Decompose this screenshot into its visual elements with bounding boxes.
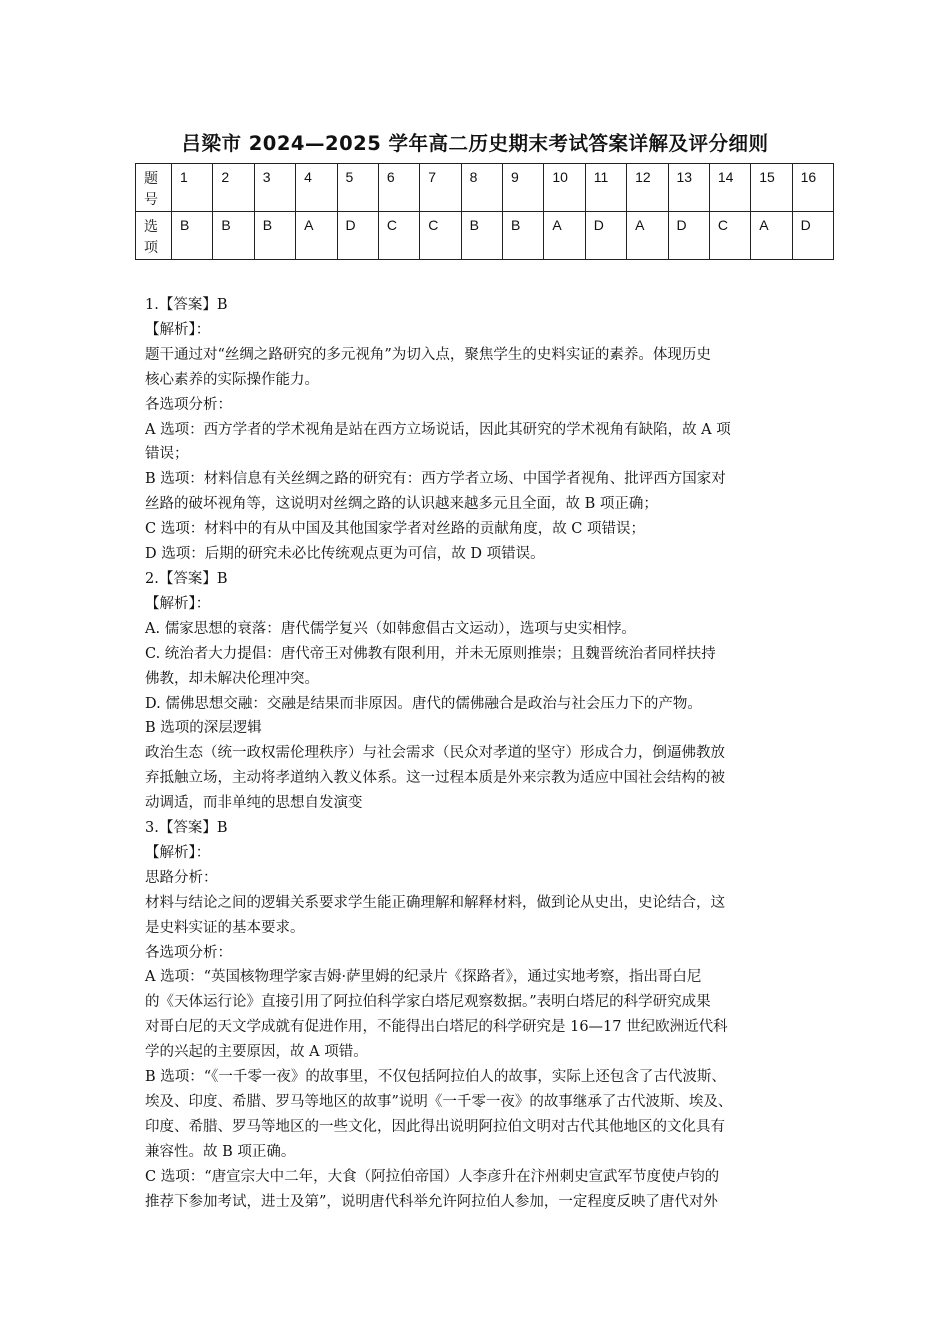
body-line: 丝路的破坏视角等，这说明对丝绸之路的认识越来越多元且全面，故 B 项正确； <box>145 496 658 513</box>
body-line: 兼容性。故 B 项正确。 <box>145 1143 296 1160</box>
answer-heading-q1: 1.【答案】B <box>145 297 228 313</box>
answer-heading-q3: 3.【答案】B <box>145 820 228 837</box>
body-line: 题干通过对“丝绸之路研究的多元视角”为切入点，聚焦学生的史料实证的素养。体现历史 <box>145 346 711 363</box>
answer-option-cell: D <box>668 212 709 260</box>
body-line: 各选项分析： <box>145 944 232 961</box>
answer-option-row <box>136 212 834 260</box>
body-line: 材料与结论之间的逻辑关系要求学生能正确理解和解释材料，做到论从史出，史论结合，这 <box>145 894 725 911</box>
body-line: B 选项：“《一千零一夜》的故事里，不仅包括阿拉伯人的故事，实际上还包含了古代波斯、 <box>145 1069 726 1086</box>
body-line: 学的兴起的主要原因，故 A 项错。 <box>145 1044 368 1061</box>
answer-option-cell: B <box>461 212 502 260</box>
body-line: 政治生态（统一政权需伦理秩序）与社会需求（民众对孝道的坚守）形成合力，倒逼佛教放 <box>145 745 725 762</box>
question-number-cell: 2 <box>213 164 254 212</box>
answer-option-cell: B <box>172 212 213 260</box>
body-line: A 选项：西方学者的学术视角是站在西方立场说话，因此其研究的学术视角有缺陷，故 A 项 <box>145 421 731 438</box>
question-number-cell: 15 <box>751 164 792 212</box>
question-number-cell: 9 <box>503 164 544 212</box>
answer-option-cell: A <box>627 212 668 260</box>
answer-option-cell: A <box>296 212 337 260</box>
answer-option-cell: C <box>709 212 750 260</box>
body-line: 各选项分析： <box>145 396 232 413</box>
answer-option-cell: B <box>503 212 544 260</box>
question-number-cell: 13 <box>668 164 709 212</box>
question-number-cell: 3 <box>254 164 295 212</box>
body-line: 是史料实证的基本要求。 <box>145 919 305 936</box>
answer-table <box>135 163 834 260</box>
body-line: 动调适，而非单纯的思想自发演变 <box>145 795 363 812</box>
question-number-cell: 14 <box>709 164 750 212</box>
explanation-body <box>145 293 810 1215</box>
answer-option-cell: B <box>254 212 295 260</box>
question-number-cell: 7 <box>420 164 461 212</box>
question-number-cell: 1 <box>172 164 213 212</box>
page-title: 吕梁市 2024—2025 学年高二历史期末考试答案详解及评分细则 <box>181 132 769 155</box>
question-number-cell: 4 <box>296 164 337 212</box>
question-number-cell: 10 <box>544 164 585 212</box>
body-line: 印度、希腊、罗马等地区的一些文化，因此得出说明阿拉伯文明对古代其他地区的文化具有 <box>145 1118 725 1135</box>
body-line: B 选项的深层逻辑 <box>145 720 262 737</box>
analysis-label: 【解析】： <box>145 595 211 612</box>
body-line: 弃抵触立场，主动将孝道纳入教义体系。这一过程本质是外来宗教为适应中国社会结构的被 <box>145 770 725 787</box>
body-line: B 选项：材料信息有关丝绸之路的研究有：西方学者立场、中国学者视角、批评西方国家对 <box>145 471 726 488</box>
question-number-cell: 12 <box>627 164 668 212</box>
body-line: 推荐下参加考试，进士及第”，说明唐代科举允许阿拉伯人参加，一定程度反映了唐代对外 <box>145 1193 718 1210</box>
body-line: C. 统治者大力提倡：唐代帝王对佛教有限利用，并未无原则推崇；且魏晋统治者同样扶持 <box>145 645 716 662</box>
body-line: D 选项：后期的研究未必比传统观点更为可信，故 D 项错误。 <box>145 546 545 563</box>
body-line: A 选项：“英国核物理学家吉姆·萨里姆的纪录片《探路者》，通过实地考察，指出哥白尼 <box>145 969 702 986</box>
answer-option-cell: D <box>792 212 833 260</box>
body-line: 核心素养的实际操作能力。 <box>145 371 319 388</box>
body-line: C 选项：材料中的有从中国及其他国家学者对丝路的贡献角度，故 C 项错误； <box>145 521 646 538</box>
answer-option-cell: A <box>544 212 585 260</box>
answer-option-cell: C <box>378 212 419 260</box>
answer-option-cell: D <box>585 212 626 260</box>
answer-option-cell: B <box>213 212 254 260</box>
row-header-question-number: 题号 <box>136 164 172 212</box>
question-number-cell: 16 <box>792 164 833 212</box>
body-line: 埃及、印度、希腊、罗马等地区的故事”说明《一千零一夜》的故事继承了古代波斯、埃及、 <box>145 1094 733 1110</box>
body-line: 思路分析： <box>145 869 218 886</box>
answer-option-cell: A <box>751 212 792 260</box>
body-line: C 选项：“唐宣宗大中二年，大食（阿拉伯帝国）人李彦升在汴州刺史宣武军节度使卢钧的 <box>145 1168 720 1185</box>
body-line: 的《天体运行论》直接引用了阿拉伯科学家白塔尼观察数据。”表明白塔尼的科学研究成果 <box>145 994 711 1011</box>
body-line: 佛教，却未解决伦理冲突。 <box>145 670 319 687</box>
body-line: 错误； <box>145 446 189 463</box>
body-line: 对哥白尼的天文学成就有促进作用，不能得出白塔尼的科学研究是 16—17 世纪欧洲近代科 <box>145 1019 728 1036</box>
answer-option-cell: C <box>420 212 461 260</box>
question-number-cell: 6 <box>378 164 419 212</box>
question-number-cell: 5 <box>337 164 378 212</box>
analysis-label: 【解析】： <box>145 321 211 338</box>
analysis-label: 【解析】： <box>145 844 211 861</box>
answer-heading-q2: 2.【答案】B <box>145 570 228 587</box>
question-number-cell: 11 <box>585 164 626 212</box>
question-number-cell: 8 <box>461 164 502 212</box>
row-header-option: 选项 <box>136 212 172 260</box>
answer-option-cell: D <box>337 212 378 260</box>
question-number-row <box>136 164 834 212</box>
body-line: D. 儒佛思想交融：交融是结果而非原因。唐代的儒佛融合是政治与社会压力下的产物。 <box>145 695 702 712</box>
body-line: A. 儒家思想的衰落：唐代儒学复兴（如韩愈倡古文运动），选项与史实相悖。 <box>145 620 636 637</box>
